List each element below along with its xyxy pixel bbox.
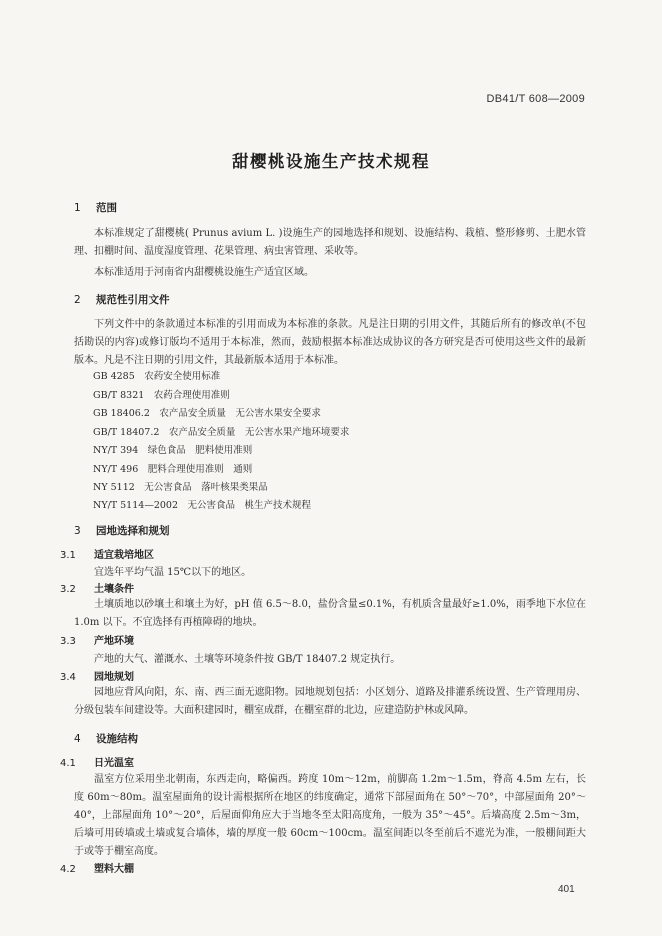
section-1-paragraph: 本标准规定了甜樱桃( Prunus avium L. )设施生产的园地选择和规划、设施结构、栽植、整形修剪、土肥水管理、扣棚时间、温度湿度管理、花果管理、病虫害管理、采收等。	[74, 228, 586, 257]
subsection-title: 适宜栽培地区	[94, 550, 154, 561]
subsection-3-3-text: 产地的大气、灌溉水、土壤等环境条件按 GB/T 18407.2 规定执行。	[94, 654, 401, 665]
subsection-title: 产地环境	[94, 636, 134, 647]
document-title: 甜樱桃设施生产技术规程	[232, 152, 430, 171]
section-number: 4	[74, 733, 81, 745]
reference-item: GB/T 8321 农药合理使用准则	[93, 390, 230, 401]
section-number: 2	[74, 294, 81, 306]
subsection-number: 4.1	[60, 758, 76, 769]
subsection-3-1-text: 宜选年平均气温 15℃以下的地区。	[94, 567, 252, 578]
subsection-number: 3.3	[60, 636, 76, 647]
section-2-paragraph: 下列文件中的条款通过本标准的引用而成为本标准的条款。凡是注日期的引用文件，其随后所有的修改单(不包括勘误的内容)或修订版均不适用于本标准，然而，鼓励根据本标准达成协议的各方研究是否可使用这些文件的最新版本。凡是不注日期的引用文件，其最新版本适用于本标准。	[74, 319, 586, 366]
subsection-number: 3.2	[60, 584, 76, 595]
subsection-4-2-heading	[60, 860, 134, 875]
subsection-3-2-text: 土壤质地以砂壤土和壤土为好，pH 值 6.5～8.0，盐份含量≤0.1%，有机质含量最好≥1.0%，雨季地下水位在 1.0m 以下。不宜选择有再植障碍的地块。	[74, 599, 586, 628]
reference-item: NY/T 394 绿色食品 肥料使用准则	[93, 445, 253, 456]
reference-item: NY/T 496 肥料合理使用准则 通则	[93, 464, 253, 475]
subsection-4-1-text: 温室方位采用坐北朝南，东西走向，略偏西。跨度 10m～12m，前脚高 1.2m～1.5m，脊高 4.5m 左右，长度 60m～80m。温室屋面角的设计需根据所在地区的纬度确定，通常下部屋面角在 50°～70°，中部屋面角 20°～40°，上部屋面角 10°～20°，后屋面仰角应大于当地冬至太阳高度角，一般为 35°～45°。后墙高度 2.5m～3m，后墙可用砖墙或土墙或复合墙体，墙的厚度一般 60cm～100cm。温室间距以冬至前后不遮光为准，一般棚间距大于或等于棚室高度。	[74, 774, 586, 857]
subsection-title: 塑料大棚	[94, 864, 134, 875]
subsection-title: 土壤条件	[94, 584, 134, 595]
subsection-title: 园地规划	[94, 672, 134, 683]
subsection-4-1-heading	[60, 754, 134, 769]
subsection-3-1-heading	[60, 546, 154, 561]
section-number: 1	[74, 202, 81, 214]
section-3-heading	[74, 523, 170, 538]
reference-item: GB/T 18407.2 农产品安全质量 无公害水果产地环境要求	[93, 427, 350, 438]
page-number: 401	[558, 884, 575, 895]
section-1-heading	[74, 200, 117, 215]
section-4-heading	[74, 731, 138, 746]
subsection-number: 4.2	[60, 864, 76, 875]
section-title: 范围	[96, 202, 117, 214]
reference-item: GB 4285 农药安全使用标准	[93, 371, 221, 382]
section-title: 园地选择和规划	[96, 525, 170, 537]
section-title: 设施结构	[96, 733, 138, 745]
section-title: 规范性引用文件	[96, 294, 170, 306]
subsection-number: 3.4	[60, 672, 76, 683]
subsection-title: 日光温室	[94, 758, 134, 769]
subsection-3-4-text: 园地应背风向阳，东、南、西三面无遮阳物。园地规划包括：小区划分、道路及排灌系统设置、生产管理用房、分级包装车间建设等。大面积建园时，棚室成群，在棚室群的北边，应建造防护林或风障。	[74, 687, 586, 716]
subsection-number: 3.1	[60, 550, 76, 561]
section-number: 3	[74, 525, 81, 537]
subsection-3-3-heading	[60, 632, 134, 647]
reference-item: NY 5112 无公害食品 落叶核果类果品	[93, 482, 268, 493]
section-2-heading	[74, 292, 170, 307]
reference-item: GB 18406.2 农产品安全质量 无公害水果安全要求	[93, 408, 321, 419]
reference-item: NY/T 5114—2002 无公害食品 桃生产技术规程	[93, 500, 311, 511]
subsection-3-4-heading	[60, 668, 134, 683]
section-1-scope-line: 本标准适用于河南省内甜樱桃设施生产适宜区域。	[94, 267, 314, 278]
standard-code: DB41/T 608—2009	[486, 93, 585, 105]
subsection-3-2-heading	[60, 580, 134, 595]
